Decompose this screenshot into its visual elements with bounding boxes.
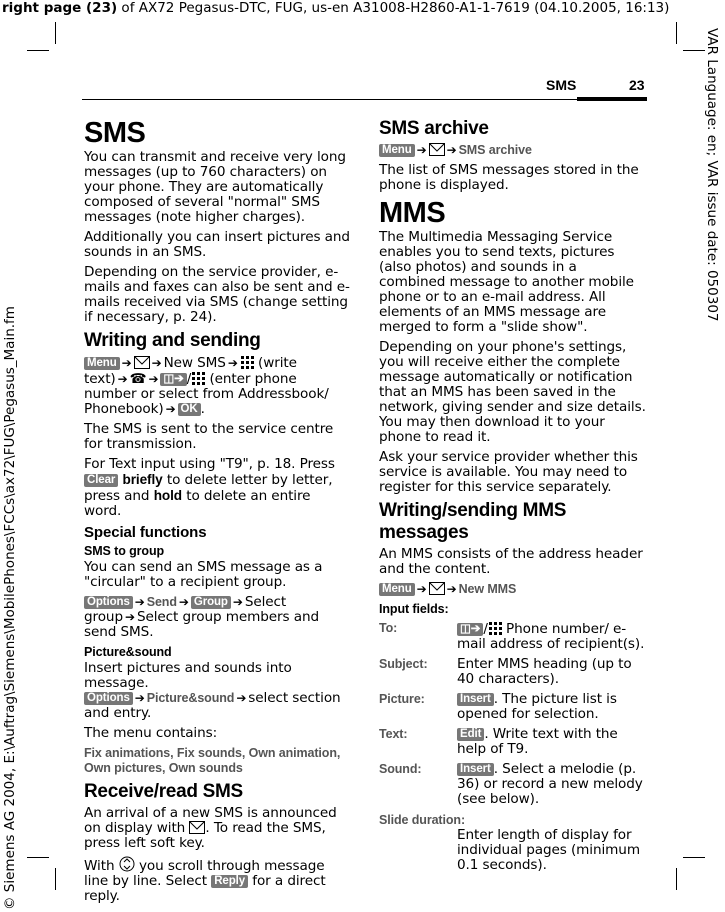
reply-key: Reply xyxy=(211,875,248,888)
field-label: Text: xyxy=(379,727,408,741)
paragraph: An MMS consists of the address header and the content. xyxy=(379,546,643,577)
page-number: 23 xyxy=(629,77,645,93)
crop-mark xyxy=(27,857,49,858)
keypad-icon xyxy=(240,355,254,369)
edit-key: Edit xyxy=(457,728,484,741)
paragraph: Ask your service provider whether this service is available. You may need to register for this service separately. xyxy=(379,449,638,495)
arrow-icon: ➔ xyxy=(124,610,135,624)
menu-key: Menu xyxy=(379,144,415,157)
paragraph: The list of SMS messages stored in the phone is displayed. xyxy=(379,162,639,193)
options-key: Options xyxy=(84,692,133,705)
crop-mark xyxy=(676,22,677,44)
field-label: To: xyxy=(379,621,398,635)
field-label: Picture: xyxy=(379,692,425,706)
var-language-note: VAR Language: en; VAR issue date: 050307 xyxy=(704,28,720,322)
heading-writing-sending: Writing and sending xyxy=(84,330,261,351)
paragraph: You can transmit and receive very long messages (up to 760 characters) on your phone. They are automatically composed of several "normal" SMS messages (note higher charges). xyxy=(84,149,346,225)
arrow-icon: ➔ xyxy=(165,402,176,416)
input-fields-list xyxy=(379,621,647,807)
field-desc: Enter length of display for individual pages (minimum 0.1 seconds). xyxy=(457,827,640,873)
print-header-text: of AX72 Pegasus-DTC, FUG, us-en A31008-H2860-A1-1-7619 (04.10.2005, 16:13) xyxy=(117,0,670,16)
left-column xyxy=(84,116,350,909)
arrow-icon: ➔ xyxy=(446,582,457,596)
arrow-icon: ➔ xyxy=(416,582,427,596)
copyright-path: © Siemens AG 2004, E:\Auftrag\Siemens\MobilePhones\FCCs\ax72\FUG\Pegasus_Main.fm xyxy=(2,306,18,910)
print-header xyxy=(2,0,669,16)
field-label: Sound: xyxy=(379,762,422,776)
right-column xyxy=(379,118,647,873)
instruction-steps: Menu ➔ ➔ SMS archive xyxy=(379,143,647,158)
instruction-steps: Menu ➔ ➔ New MMS xyxy=(379,582,647,597)
paragraph: Depending on your phone's settings, you will receive either the complete message automatically or notification that an MMS has been saved in the network, giving sender and size details. You may then download it to your phone to read it. xyxy=(379,339,646,445)
arrow-icon: ➔ xyxy=(134,691,145,705)
heading-sms-archive: SMS archive xyxy=(379,118,489,139)
arrow-icon: ➔ xyxy=(117,372,128,386)
call-key-icon: ☎ xyxy=(129,371,147,387)
field-desc: ◫➔ / Phone number/ e-mail address of recipient(s). xyxy=(457,621,645,652)
heading-picture-sound: Picture&sound xyxy=(84,645,172,659)
arrow-icon: ➔ xyxy=(446,143,457,157)
arrow-icon: ➔ xyxy=(178,595,189,609)
menu-key: Menu xyxy=(379,583,415,596)
field-desc: Enter MMS heading (up to 40 characters). xyxy=(457,656,632,687)
heading-receive-read: Receive/read SMS xyxy=(84,781,243,802)
arrow-icon: ➔ xyxy=(232,595,243,609)
instruction-steps: Options ➔ Send ➔ Group ➔ Select group ➔ Select group members and send SMS. xyxy=(84,594,320,640)
paragraph-t9: For Text input using "T9", p. 18. Press Clear briefly to delete letter by letter, press and hold to delete an entire word. xyxy=(84,456,335,519)
paragraph: The SMS is sent to the service centre for transmission. xyxy=(84,421,334,452)
crop-mark xyxy=(55,22,56,44)
menu-contents-list: Fix animations, Fix sounds, Own animation, Own pictures, Own sounds xyxy=(84,746,341,775)
instruction-steps: Menu ➔ ➔ New SMS ➔ (write text) ➔ ☎ ➔ ◫➔ / (enter phone number or select from Addressbook/ Phonebook) ➔ OK . xyxy=(84,355,329,417)
navigation-key-icon xyxy=(119,856,135,872)
arrow-icon: ➔ xyxy=(227,356,238,370)
section-title-mms: MMS xyxy=(379,197,446,229)
paragraph: Additionally you can insert pictures and sounds in an SMS. xyxy=(84,229,350,260)
insert-key: Insert xyxy=(457,763,494,776)
paragraph: The Multimedia Messaging Service enables you to send texts, pictures (also photos) and sounds in a combined message to another mobile phone or to an e-mail address. All elements of an MMS message are merged to form a "slide show". xyxy=(379,229,634,335)
arrow-icon: ➔ xyxy=(151,356,162,370)
heading-input-fields: Input fields: xyxy=(379,602,449,616)
ok-key: OK xyxy=(178,403,201,416)
field-label: Slide duration: xyxy=(379,813,466,827)
paragraph-arrival: An arrival of a new SMS is announced on display with . To read the SMS, press left soft key. xyxy=(84,805,337,851)
crop-mark xyxy=(55,868,56,890)
arrow-icon: ➔ xyxy=(416,143,427,157)
arrow-icon: ➔ xyxy=(236,691,247,705)
heading-sms-to-group: SMS to group xyxy=(84,544,165,558)
field-desc: Insert . The picture list is opened for selection. xyxy=(457,691,617,722)
paragraph: Insert pictures and sounds into message. xyxy=(84,660,292,691)
running-head: SMS xyxy=(546,77,577,93)
paragraph-scroll: With you scroll through message line by line. Select Reply for a direct reply. xyxy=(84,858,326,904)
field-label: Subject: xyxy=(379,657,428,671)
envelope-icon xyxy=(429,582,445,595)
options-key: Options xyxy=(84,596,133,609)
paragraph: Depending on the service provider, e-mails and faxes can also be sent and e-mails received via SMS (change setting if necessary, p. 24). xyxy=(84,264,350,325)
clear-key: Clear xyxy=(84,474,118,487)
paragraph: You can send an SMS message as a "circular" to a recipient group. xyxy=(84,559,323,590)
crop-mark xyxy=(683,857,705,858)
heading-special-functions: Special functions xyxy=(84,524,207,541)
crop-mark xyxy=(676,868,677,890)
keypad-icon xyxy=(488,621,502,635)
envelope-icon xyxy=(134,356,150,369)
field-desc: Edit . Write text with the help of T9. xyxy=(457,726,618,757)
instruction-steps: Options ➔ Picture&sound ➔ select section and entry. xyxy=(84,690,341,721)
page-ref: right page (23) xyxy=(2,0,118,16)
header-rule xyxy=(82,99,647,100)
heading-writing-mms: Writing/sending MMS messages xyxy=(379,500,567,543)
addressbook-icon: ◫➔ xyxy=(457,623,483,636)
arrow-icon: ➔ xyxy=(121,356,132,370)
keypad-icon xyxy=(191,371,205,385)
arrow-icon: ➔ xyxy=(148,372,159,386)
envelope-icon xyxy=(189,821,205,834)
section-title-sms: SMS xyxy=(84,117,146,149)
group-key: Group xyxy=(191,596,231,609)
addressbook-icon: ◫➔ xyxy=(160,373,186,386)
crop-mark xyxy=(27,50,49,51)
header-rule-thick xyxy=(577,97,647,101)
menu-key: Menu xyxy=(84,357,120,370)
field-desc: Insert . Select a melodie (p. 36) or record a new melody (see below). xyxy=(457,761,643,807)
insert-key: Insert xyxy=(457,693,494,706)
paragraph: The menu contains: xyxy=(84,725,218,741)
arrow-icon: ➔ xyxy=(134,595,145,609)
envelope-icon xyxy=(429,143,445,156)
